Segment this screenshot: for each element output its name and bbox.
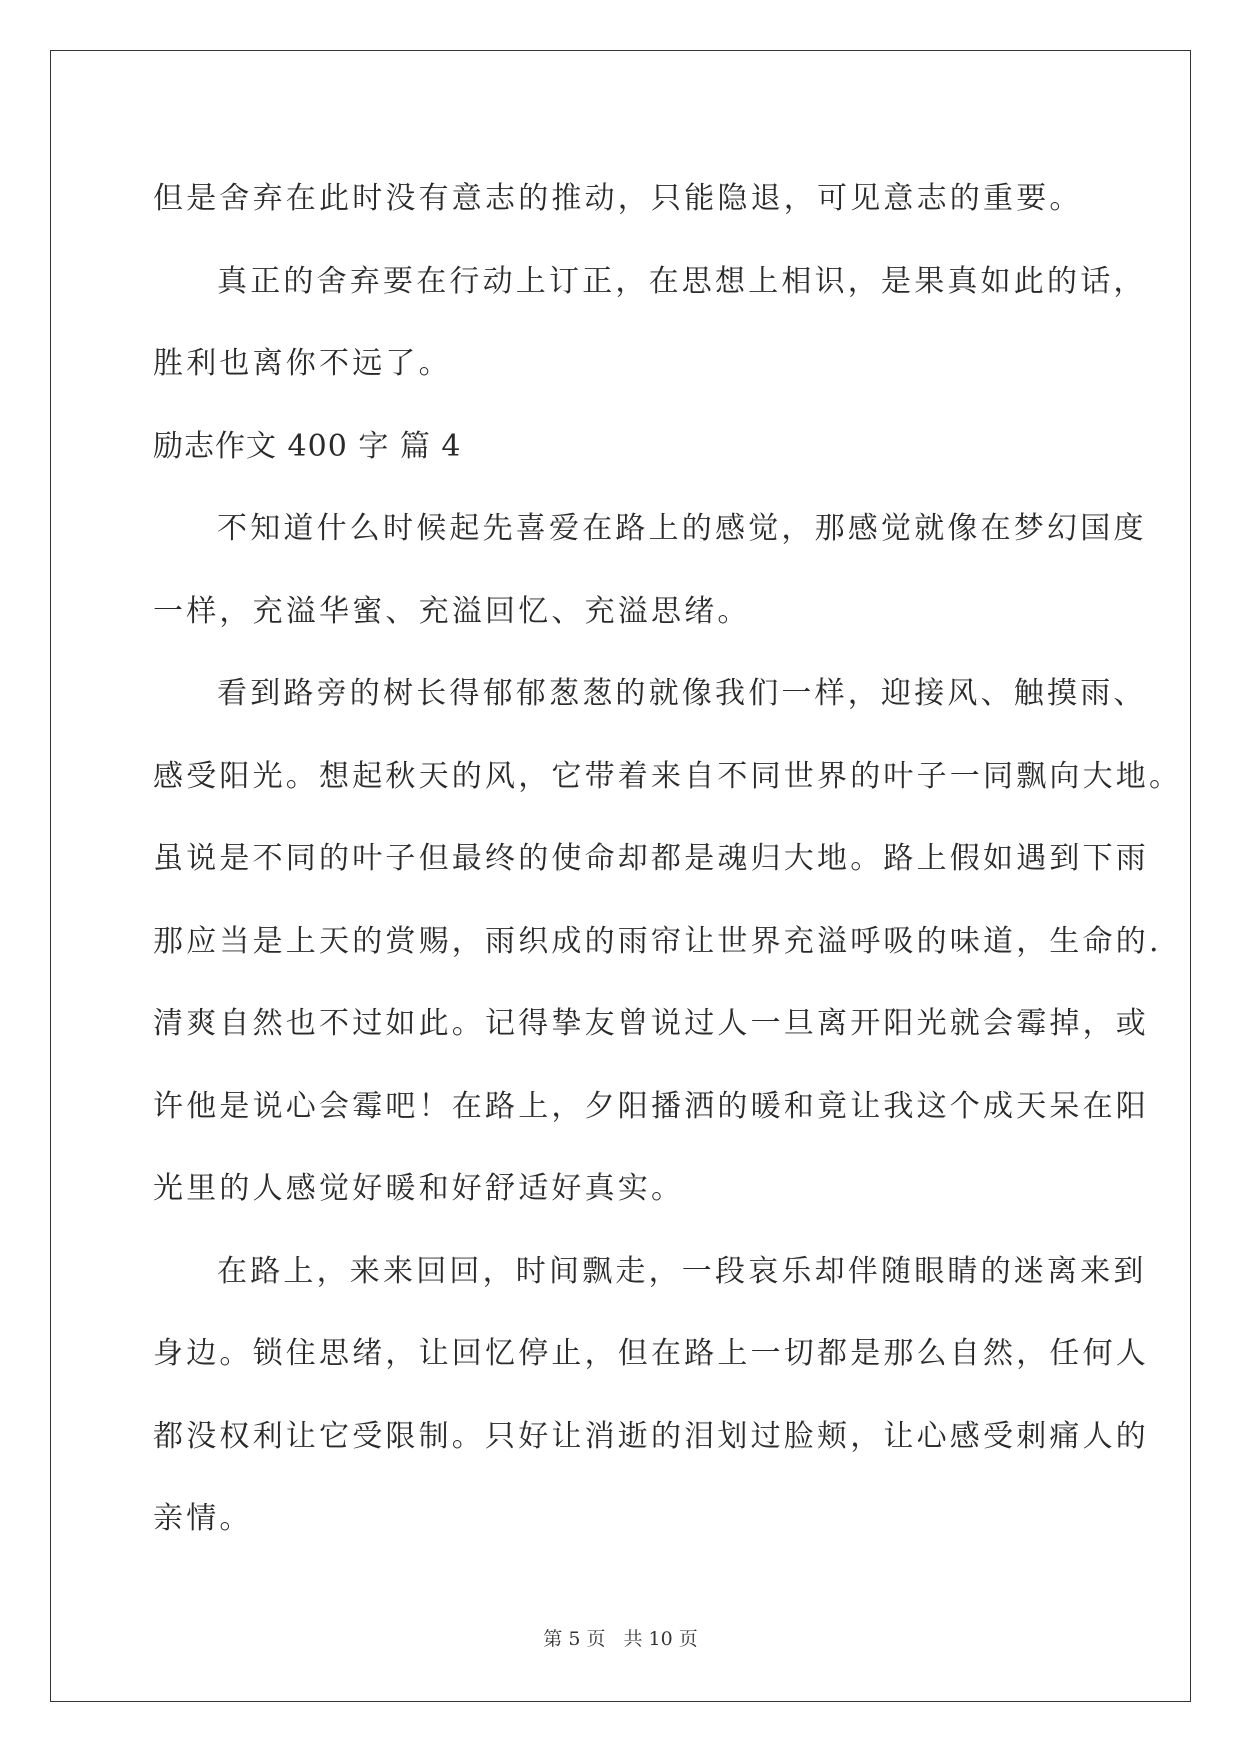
section-heading: 励志作文 400 字 篇 4 [153,428,462,464]
page-number: 第 5 页 [543,1628,606,1650]
text-line: 都没权利让它受限制。只好让消逝的泪划过脸颊，让心感受刺痛人的 [153,1418,1149,1454]
text-line: 许他是说心会霉吧！在路上，夕阳播洒的暖和竟让我这个成天呆在阳 [153,1088,1149,1124]
text-line: 身边。锁住思绪，让回忆停止，但在路上一切都是那么自然，任何人 [153,1336,1149,1371]
text-line: 那应当是上天的赏赐，雨织成的雨帘让世界充溢呼吸的味道，生命的. [153,923,1162,959]
page-total: 共 10 页 [623,1628,698,1650]
text-line: 清爽自然也不过如此。记得挚友曾说过人一旦离开阳光就会霉掉，或 [153,1006,1149,1041]
text-line: 亲情。 [153,1501,253,1536]
text-line: 感受阳光。想起秋天的风，它带着来自不同世界的叶子一同飘向大地。 [153,758,1183,794]
text-line: 胜利也离你不远了。 [153,346,452,381]
page-footer [0,1624,1241,1651]
text-line: 真正的舍弃要在行动上订正，在思想上相识，是果真如此的话， [217,263,1147,299]
text-line: 但是舍弃在此时没有意志的推动，只能隐退，可见意志的重要。 [153,181,1083,216]
document-body [153,158,1183,1561]
text-line: 一样，充溢华蜜、充溢回忆、充溢思绪。 [153,593,751,629]
text-line: 虽说是不同的叶子但最终的使命却都是魂归大地。路上假如遇到下雨 [153,841,1149,876]
text-line: 不知道什么时候起先喜爱在路上的感觉，那感觉就像在梦幻国度 [217,511,1147,546]
text-line: 看到路旁的树长得郁郁葱葱的就像我们一样，迎接风、触摸雨、 [217,676,1147,711]
text-line: 光里的人感觉好暖和好舒适好真实。 [153,1171,685,1206]
text-line: 在路上，来来回回，时间飘走，一段哀乐却伴随眼睛的迷离来到 [217,1253,1147,1289]
